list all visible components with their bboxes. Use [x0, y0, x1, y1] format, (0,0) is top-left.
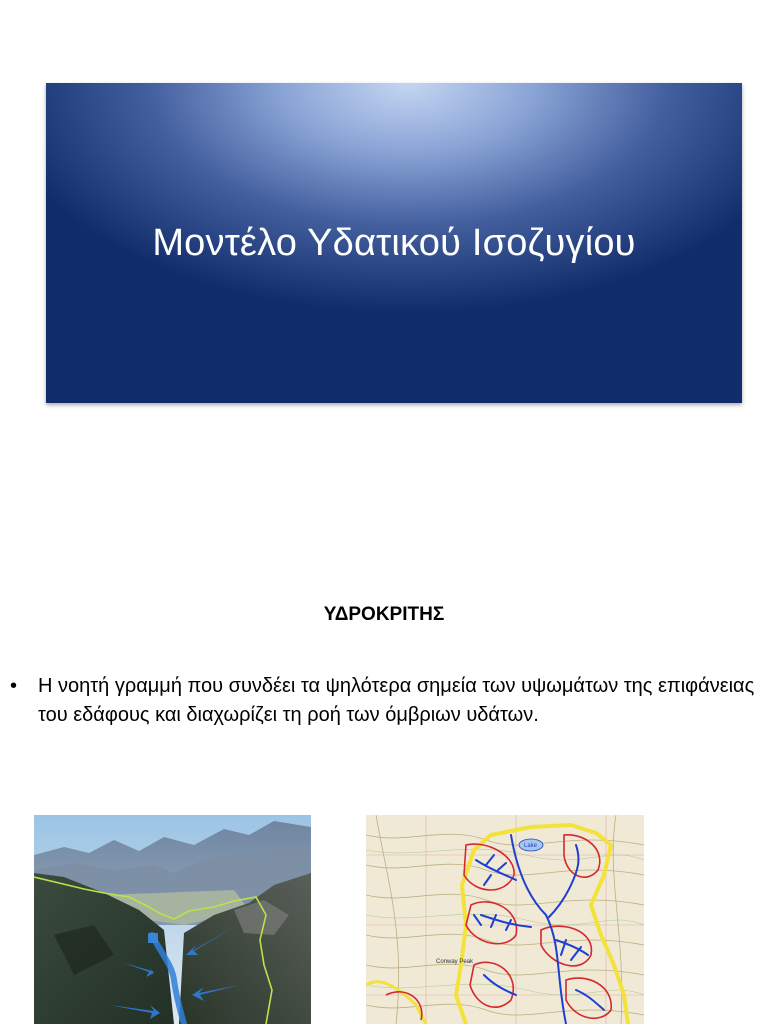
- mountain-watershed-photo: [34, 815, 311, 1024]
- section-heading: ΥΔΡΟΚΡΙΤΗΣ: [323, 604, 445, 625]
- map-label-peak: Conway Peak: [436, 959, 474, 965]
- map-label-lake: Lake: [524, 843, 538, 849]
- bullet-icon: •: [10, 675, 18, 697]
- topographic-watershed-map: [366, 815, 644, 1024]
- slide-title: Μοντέλο Υδατικού Ισοζυγίου: [152, 221, 636, 264]
- bullet-text: Η νοητή γραμμή που συνδέει τα ψηλότερα σημεία των υψωμάτων της επιφάνειας του εδάφους και διαχωρίζει τη ροή των όμβριων υδάτων.: [38, 675, 755, 726]
- title-slide-banner: [46, 83, 742, 403]
- bullet-item: [8, 672, 760, 730]
